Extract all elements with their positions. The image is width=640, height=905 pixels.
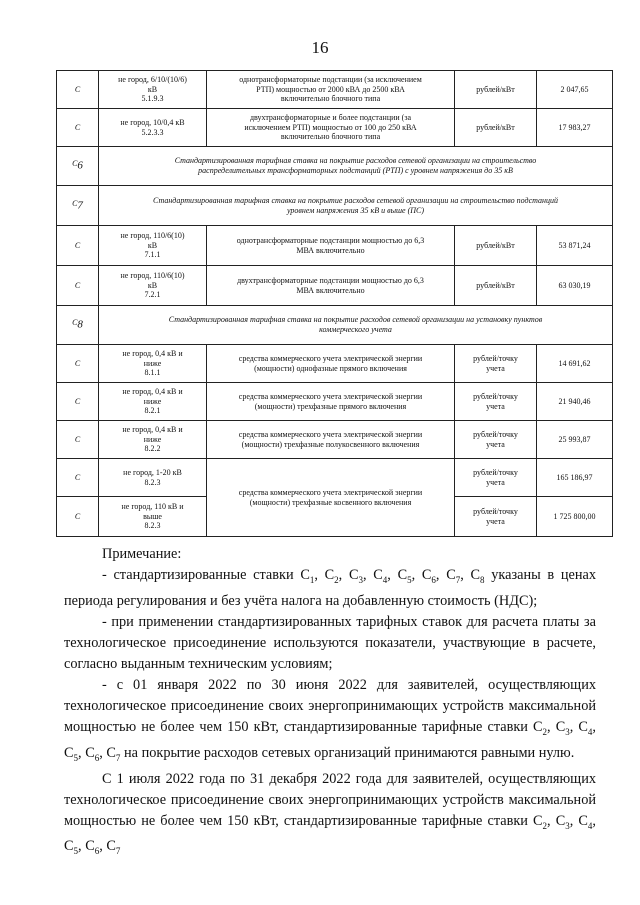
section-header-row [57,306,613,345]
value-cell: 2 047,65 [537,71,613,109]
rate-symbol: C [57,109,99,147]
rate-symbol: C [57,71,99,109]
condition-cell: не город, 0,4 кВ и ниже 8.2.1 [99,383,207,421]
unit-cell: рублей/точку учета [455,345,537,383]
rate-symbol: C [57,345,99,383]
condition-cell: не город, 10/0,4 кВ 5.2.3.3 [99,109,207,147]
unit-cell: рублей/кВт [455,226,537,266]
section-title: Стандартизированная тарифная ставка на покрытие расходов сетевой организации на строительство распределительных трансформаторных подстанций (РТП) с уровнем напряжения до 35 кВ [99,147,613,186]
description-cell: средства коммерческого учета электрической энергии (мощности) трехфазные полукосвенного включения [207,421,455,459]
unit-cell: рублей/кВт [455,109,537,147]
condition-cell: не город, 0,4 кВ и ниже 8.1.1 [99,345,207,383]
section-title: Стандартизированная тарифная ставка на покрытие расходов сетевой организации на установку пунктов коммерческого учета [99,306,613,345]
value-cell: 63 030,19 [537,266,613,306]
table-row [57,266,613,306]
rate-symbol: $C_8$ [57,306,99,345]
description-cell: двухтрансформаторные и более подстанции (за исключением РТП) мощностью от 100 до 250 кВА включительно блочного типа [207,109,455,147]
value-cell: 165 186,97 [537,459,613,497]
unit-cell: рублей/точку учета [455,459,537,497]
description-cell: средства коммерческого учета электрической энергии (мощности) трехфазные прямого включения [207,383,455,421]
condition-cell: не город, 1-20 кВ 8.2.3 [99,459,207,497]
value-cell: 14 691,62 [537,345,613,383]
table-row [57,421,613,459]
value-cell: 1 725 800,00 [537,497,613,537]
rate-symbol: $C_7$ [57,186,99,226]
section-header-row [57,186,613,226]
description-cell: средства коммерческого учета электрической энергии (мощности) однофазные прямого включения [207,345,455,383]
rate-symbol: $C_6$ [57,147,99,186]
page-number: 16 [311,38,329,57]
condition-cell: не город, 110 кВ и выше 8.2.3 [99,497,207,537]
rate-symbol: C [57,226,99,266]
value-cell: 21 940,46 [537,383,613,421]
description-cell: средства коммерческого учета электрической энергии (мощности) трехфазные косвенного включения [207,459,455,537]
table-row [57,459,613,497]
table-row [57,226,613,266]
rate-symbol: C [57,497,99,537]
value-cell: 17 983,27 [537,109,613,147]
section-header-row [57,147,613,186]
description-cell: однотрансформаторные подстанции мощностью до 6,3 МВА включительно [207,226,455,266]
note-paragraph: С 1 июля 2022 года по 31 декабря 2022 года для заявителей, осуществляющих технологическое присоединение своих энергопринимающих устройств максимальной мощностью не более чем 150 кВт, стандартизированные тарифные ставки $С_2$, $С_3$, $С_4$, $С_5$, $С_6$, $С_7$ [64,770,596,857]
rate-symbol: C [57,421,99,459]
description-cell: однотрансформаторные подстанции (за исключением РТП) мощностью от 2000 кВА до 2500 кВА включительно блочного типа [207,71,455,109]
description-cell: двухтрансформаторные подстанции мощностью до 6,3 МВА включительно [207,266,455,306]
unit-cell: рублей/точку учета [455,383,537,421]
note-paragraph: - при применении стандартизированных тарифных ставок для расчета платы за технологическое присоединение используются показатели, участвующие в расчете, согласно выданным техническим условиям; [64,613,596,672]
note-paragraph: - стандартизированные ставки $С_1$, $С_2$, $С_3$, $С_4$, $С_5$, $С_6$, $С_7$, $С_8$ указаны в ценах периода регулирования и без учёта налога на добавленную стоимость (НДС); [64,567,597,609]
note-paragraph: - с 01 января 2022 по 30 июня 2022 для заявителей, осуществляющих технологическое присоединение своих энергопринимающих устройств максимальной мощностью не более чем 150 кВт, стандартизированные тарифные ставки $С_2$, $С_3$, $С_4$, $С_5$, $С_6$, $С_7$ на покрытие расходов сетевых организаций принимаются равными нулю. [64,676,596,763]
condition-cell: не город, 6/10/(10/6) кВ 5.1.9.3 [99,71,207,109]
unit-cell: рублей/точку учета [455,421,537,459]
rate-symbol: C [57,266,99,306]
value-cell: 53 871,24 [537,226,613,266]
rate-symbol: C [57,383,99,421]
unit-cell: рублей/кВт [455,266,537,306]
table-row [57,383,613,421]
unit-cell: рублей/кВт [455,71,537,109]
section-title: Стандартизированная тарифная ставка на покрытие расходов сетевой организации на строительство подстанций уровнем напряжения 35 кВ и выше (ПС) [99,186,613,226]
notes-heading: Примечание: [102,546,182,562]
value-cell: 25 993,87 [537,421,613,459]
table-row [57,71,613,109]
tariff-table [56,70,613,537]
table-row [57,345,613,383]
rate-symbol: C [57,459,99,497]
condition-cell: не город, 110/6(10) кВ 7.2.1 [99,266,207,306]
notes-section [64,544,596,862]
unit-cell: рублей/точку учета [455,497,537,537]
condition-cell: не город, 110/6(10) кВ 7.1.1 [99,226,207,266]
table-row [57,109,613,147]
condition-cell: не город, 0,4 кВ и ниже 8.2.2 [99,421,207,459]
